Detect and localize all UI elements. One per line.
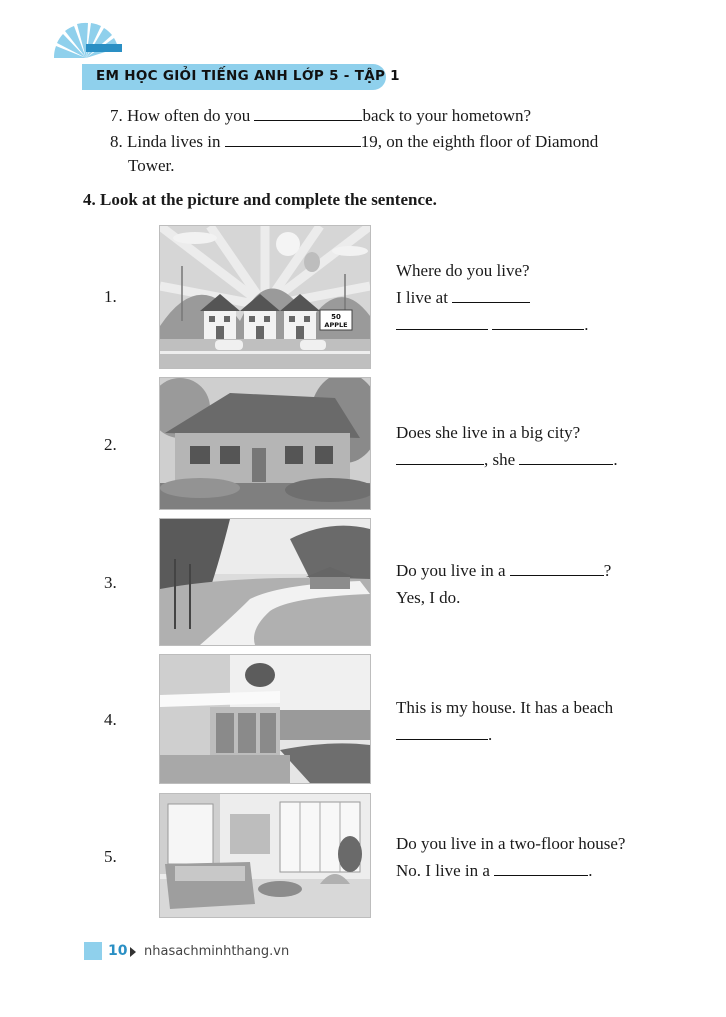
item-2-text — [396, 419, 618, 473]
item-3-line-1-text: Do you live in a — [396, 561, 506, 580]
item-2-line-2-mid: , she — [484, 450, 516, 469]
item-3-line-2: Yes, I do. — [396, 588, 461, 607]
item-2-line-2 — [396, 446, 618, 473]
picture-apartment-living-room — [159, 793, 371, 918]
footer-square-icon — [84, 942, 102, 960]
item-3-line-1 — [396, 557, 611, 584]
item-5-blank — [494, 859, 588, 876]
item-number-2: 2. — [104, 435, 117, 454]
item-5-line-2-end: . — [588, 861, 593, 880]
item-number-3: 3. — [104, 573, 117, 592]
item-5-text — [396, 830, 625, 884]
item-5-line-2 — [396, 857, 625, 884]
page-number: 10 — [108, 943, 128, 959]
item-7-text-a: 7. How often do you — [110, 106, 251, 125]
item-8-text-b: 19, on the eighth floor of Diamond — [360, 132, 599, 151]
sign-number: 50 — [331, 313, 341, 321]
item-4-line-1: This is my house. It has a beach — [396, 698, 614, 717]
item-1-line-2-text: I live at — [396, 288, 448, 307]
item-3-blank — [510, 559, 604, 576]
item-3-line-1-end: ? — [603, 561, 612, 580]
item-5-line-2-text: No. I live in a — [396, 861, 490, 880]
item-2-line-2-end: . — [613, 450, 618, 469]
item-1-blank-1 — [452, 286, 530, 303]
item-number-5: 5. — [104, 847, 117, 866]
item-1-blank-3 — [492, 313, 584, 330]
item-1-line-3 — [396, 311, 589, 338]
item-1-line-1: Where do you live? — [396, 261, 530, 280]
item-7 — [110, 104, 531, 127]
picture-town-houses — [159, 225, 371, 369]
footer-arrow-icon — [130, 947, 136, 957]
picture-country-cottage — [159, 377, 371, 510]
item-1-line-3-end: . — [584, 315, 589, 334]
picture-beach-house — [159, 654, 371, 784]
item-8 — [110, 130, 598, 153]
item-1-text — [396, 257, 589, 338]
item-4-blank — [396, 723, 488, 740]
item-number-4: 4. — [104, 710, 117, 729]
item-7-text-b: back to your hometown? — [362, 106, 532, 125]
item-3-text — [396, 557, 611, 611]
header-title: EM HỌC GIỎI TIẾNG ANH LỚP 5 - TẬP 1 — [96, 68, 400, 84]
item-2-blank-1 — [396, 448, 484, 465]
item-4-line-2-end: . — [488, 725, 493, 744]
item-1-line-2 — [396, 284, 589, 311]
footer-website: nhasachminhthang.vn — [144, 944, 290, 959]
item-2-line-1: Does she live in a big city? — [396, 423, 581, 442]
item-4-text — [396, 694, 613, 748]
section-title: 4. Look at the picture and complete the sentence. — [83, 190, 437, 209]
item-7-blank — [254, 104, 362, 121]
item-1-blank-2 — [396, 313, 488, 330]
item-8-text-a: 8. Linda lives in — [110, 132, 221, 151]
item-2-blank-2 — [519, 448, 613, 465]
item-number-1: 1. — [104, 287, 117, 306]
item-4-line-2 — [396, 721, 613, 748]
item-8-blank — [225, 130, 361, 147]
item-5-line-1: Do you live in a two-floor house? — [396, 834, 626, 853]
item-8-continued: Tower. — [128, 156, 175, 175]
picture-countryside-river — [159, 518, 371, 646]
sign-street: APPLE — [324, 321, 348, 329]
